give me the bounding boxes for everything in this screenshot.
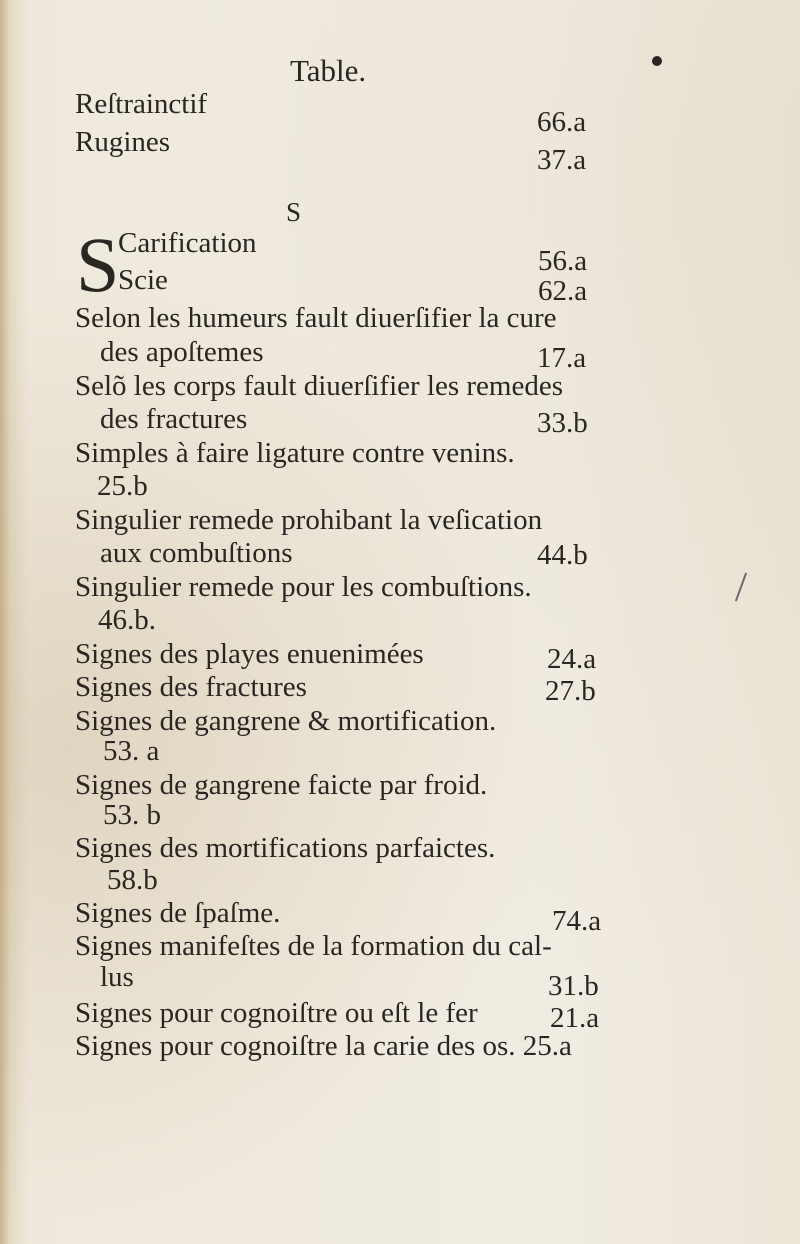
entry-text: lus — [100, 961, 134, 993]
entry-text: Signes manifeſtes de la formation du cal- — [75, 930, 552, 962]
entry-text: Signes de gangrene faicte par froid. — [75, 769, 488, 801]
entry-ref: 62.a — [538, 275, 588, 307]
entry-text: 53. a — [103, 735, 160, 767]
entry-ref: 31.b — [548, 970, 599, 1002]
entry-text: Signes des playes enuenimées — [75, 638, 424, 670]
entry-ref: 27.b — [545, 675, 596, 707]
entry-ref: 44.b — [537, 539, 588, 571]
entry-text: des apoſtemes — [100, 336, 264, 368]
entry-text: Signes de gangrene & mortification. — [75, 705, 497, 737]
entry-text: 46.b. — [98, 604, 156, 636]
entry-text: Singulier remede pour les combuſtions. — [75, 571, 532, 603]
pencil-mark — [735, 573, 747, 602]
entry-text: Rugines — [75, 126, 171, 158]
drop-capital: S — [76, 221, 120, 308]
entry-text: Selon les humeurs fault diuerſifier la cure — [75, 302, 557, 334]
entry-ref: 74.a — [552, 905, 602, 937]
entry-ref: 33.b — [537, 407, 588, 439]
entry-text: Simples à faire ligature contre venins. — [75, 437, 515, 469]
entry-text: Signes de ſpaſme. — [75, 897, 281, 929]
entry-text: 53. b — [103, 799, 161, 831]
entry-text: Singulier remede prohibant la veſication — [75, 504, 543, 536]
entry-text: Carification — [118, 227, 257, 259]
entry-text: Signes pour cognoiſtre ou eſt le fer — [75, 997, 478, 1029]
entry-text: Selõ les corps fault diuerſifier les remedes — [75, 370, 564, 402]
entry-ref: 66.a — [537, 106, 587, 138]
entry-text: Signes des mortifications parfaictes. — [75, 832, 496, 864]
entry-text: Scie — [118, 264, 168, 296]
entry-ref: 56.a — [538, 245, 588, 277]
ink-blot — [652, 56, 662, 66]
entry-text: 58.b — [107, 864, 158, 896]
entry-ref: 37.a — [537, 144, 587, 176]
entry-text: des fractures — [100, 403, 248, 435]
entry-ref: 21.a — [550, 1002, 600, 1034]
entry-text: Signes pour cognoiſtre la carie des os. 25.a — [75, 1030, 572, 1062]
entry-text: 25.b — [97, 470, 148, 502]
page-title: Table. — [290, 53, 367, 88]
entry-text: Signes des fractures — [75, 671, 307, 703]
entry-text: aux combuſtions — [100, 537, 293, 569]
entry-text: Reſtrainctif — [75, 88, 208, 120]
entry-ref: 24.a — [547, 643, 597, 675]
section-letter: S — [286, 197, 302, 227]
entry-ref: 17.a — [537, 342, 587, 374]
